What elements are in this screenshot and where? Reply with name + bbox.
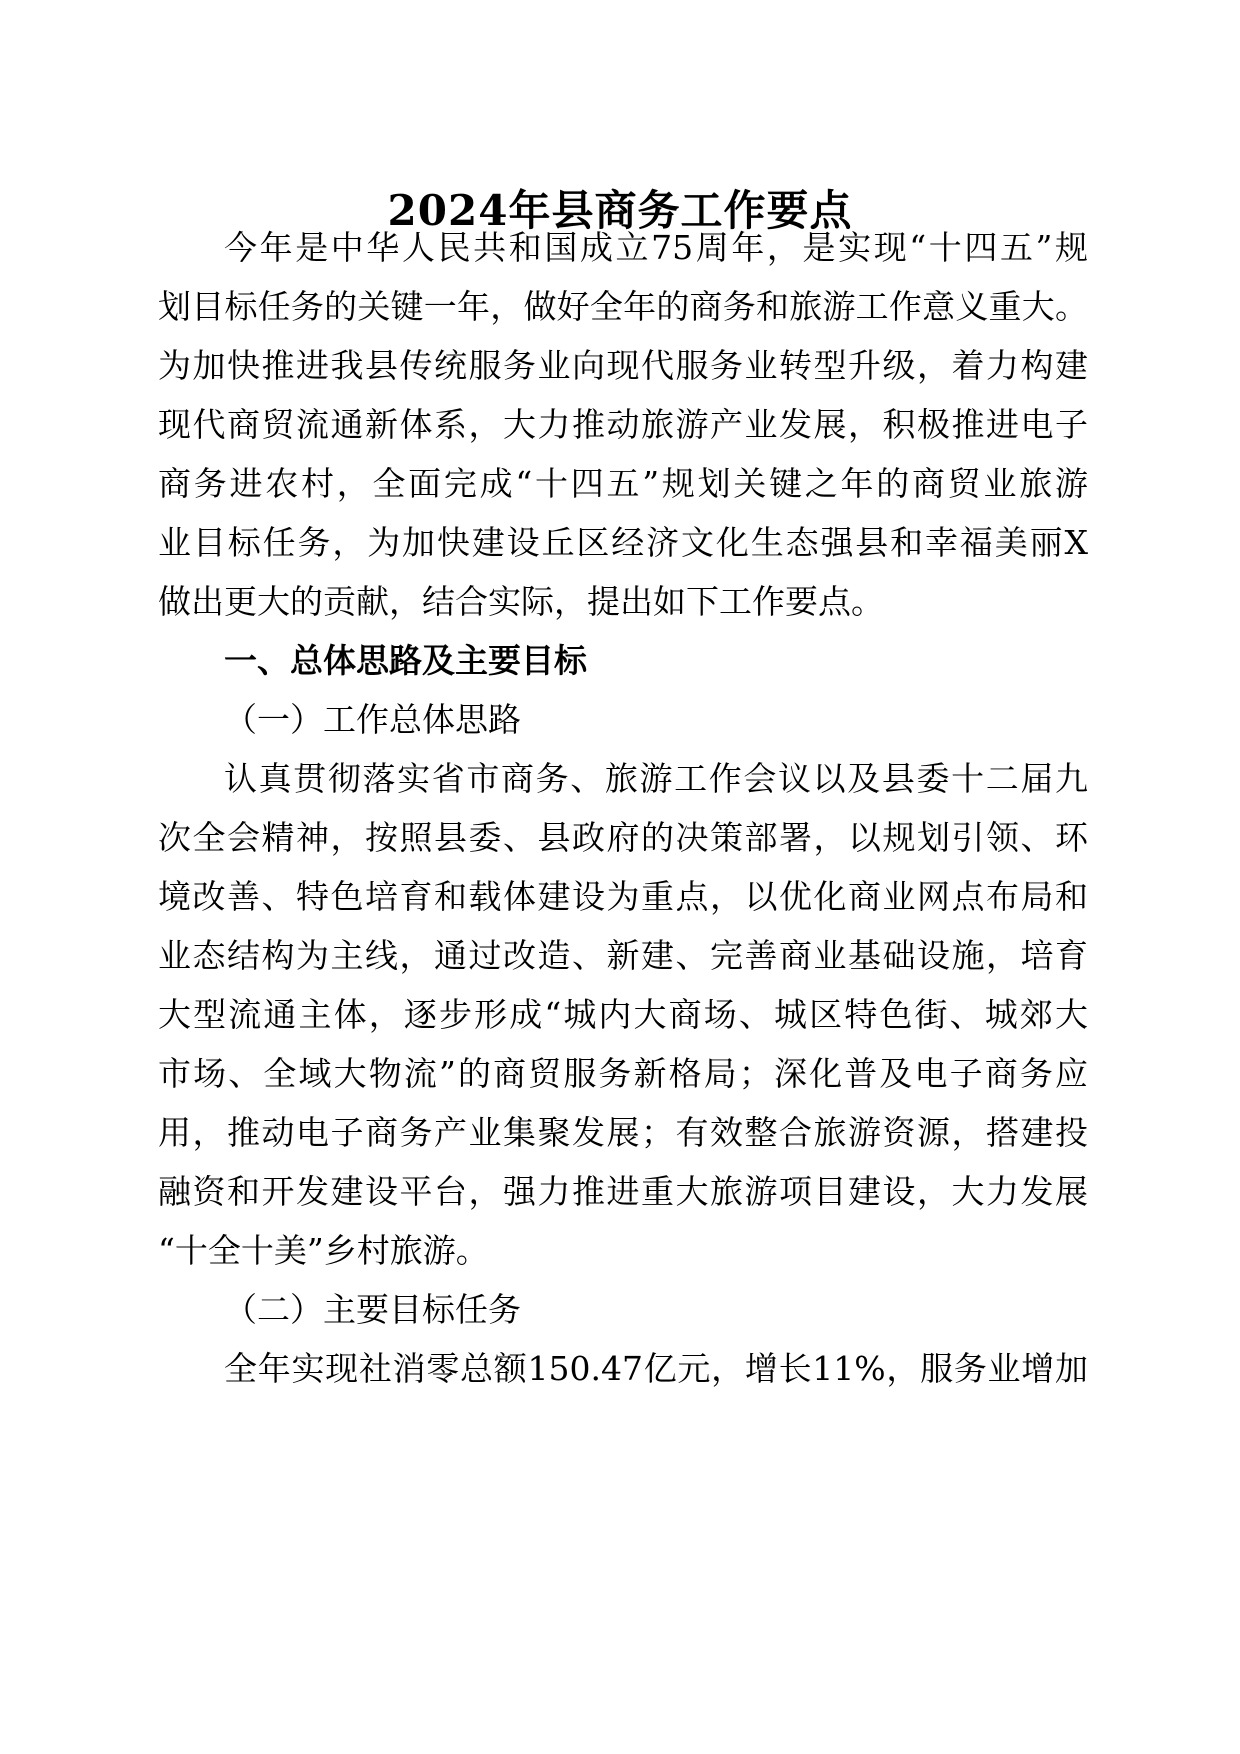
paragraph-line: 为加快推进我县传统服务业向现代服务业转型升级，着力构建	[158, 346, 1088, 385]
section-heading: 一、总体思路及主要目标	[224, 641, 587, 680]
document-title: 2024年县商务工作要点	[387, 186, 853, 235]
paragraph-line: 今年是中华人民共和国成立75周年，是实现“十四五”规	[224, 228, 1088, 267]
paragraph-line: 全年实现社消零总额150.47亿元，增长11%，服务业增加	[224, 1349, 1088, 1388]
paragraph-line: 业目标任务，为加快建设丘区经济文化生态强县和幸福美丽X	[158, 523, 1088, 562]
paragraph-line: 市场、全域大物流”的商贸服务新格局；深化普及电子商务应	[158, 1054, 1088, 1093]
paragraph-line: 认真贯彻落实省市商务、旅游工作会议以及县委十二届九	[224, 759, 1088, 798]
paragraph-line: 业态结构为主线，通过改造、新建、完善商业基础设施，培育	[158, 936, 1088, 975]
paragraph-line: 划目标任务的关键一年，做好全年的商务和旅游工作意义重大。	[158, 287, 1088, 326]
paragraph-line: “十全十美”乡村旅游。	[158, 1231, 489, 1270]
paragraph-line: 做出更大的贡献，结合实际，提出如下工作要点。	[158, 582, 884, 621]
subsection-heading: （二）主要目标任务	[224, 1290, 521, 1329]
paragraph-line: 融资和开发建设平台，强力推进重大旅游项目建设，大力发展	[158, 1172, 1088, 1211]
paragraph-line: 用，推动电子商务产业集聚发展；有效整合旅游资源，搭建投	[158, 1113, 1088, 1152]
paragraph-line: 大型流通主体，逐步形成“城内大商场、城区特色街、城郊大	[158, 995, 1088, 1034]
subsection-heading: （一）工作总体思路	[224, 700, 521, 739]
paragraph-line: 次全会精神，按照县委、县政府的决策部署，以规划引领、环	[158, 818, 1088, 857]
paragraph-line: 商务进农村，全面完成“十四五”规划关键之年的商贸业旅游	[158, 464, 1088, 503]
paragraph-line: 现代商贸流通新体系，大力推动旅游产业发展，积极推进电子	[158, 405, 1088, 444]
paragraph-line: 境改善、特色培育和载体建设为重点，以优化商业网点布局和	[158, 877, 1088, 916]
